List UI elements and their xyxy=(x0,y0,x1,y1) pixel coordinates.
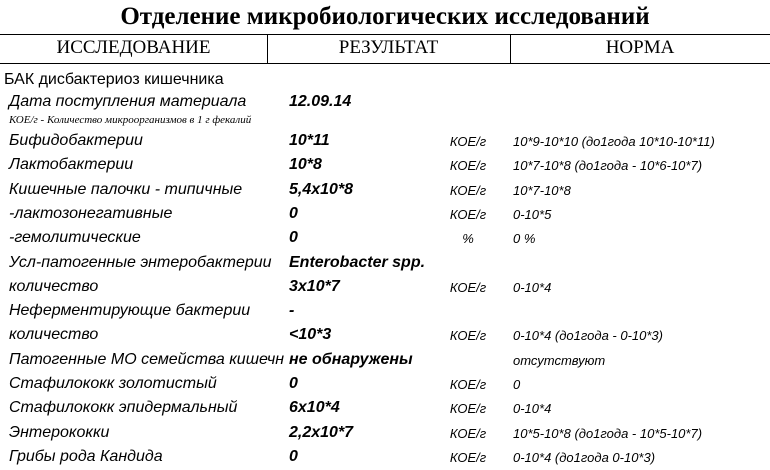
row-norm: 0-10*4 (до1года 0-10*3) xyxy=(513,449,656,465)
row-unit: КОЕ/г xyxy=(449,377,487,392)
row-norm: 10*9-10*10 (до1года 10*10-10*11) xyxy=(513,134,715,149)
row-unit: КОЕ/г xyxy=(449,328,487,344)
table-row xyxy=(0,179,770,203)
row-norm: 0-10*4 xyxy=(513,279,552,295)
row-name: количество xyxy=(9,326,99,344)
column-header-result: РЕЗУЛЬТАТ xyxy=(338,37,439,58)
table-row xyxy=(0,276,770,300)
column-header-norm: НОРМА xyxy=(605,37,675,58)
row-name: Энтерококки xyxy=(9,423,110,441)
received-date: 12.09.14 xyxy=(289,93,352,110)
row-norm: 10*7-10*8 (до1года - 10*6-10*7) xyxy=(513,158,703,174)
row-result: 3x10*7 xyxy=(289,277,340,295)
row-unit: КОЕ/г xyxy=(449,401,487,417)
row-name: Неферментирующие бактерии xyxy=(9,302,251,320)
row-norm: 0-10*4 (до1года - 0-10*3) xyxy=(513,328,663,344)
row-result: 0 xyxy=(289,229,298,247)
header-top-rule xyxy=(0,34,770,35)
row-result: 0 xyxy=(289,375,298,392)
row-result: 10*8 xyxy=(289,156,322,174)
row-unit: КОЕ/г xyxy=(449,134,487,149)
table-row xyxy=(0,324,770,348)
row-norm: 0 % xyxy=(513,231,536,247)
row-result: Enterobacter spp. xyxy=(289,253,426,271)
row-name: Усл-патогенные энтеробактерии xyxy=(9,253,272,271)
row-unit: % xyxy=(462,231,474,247)
table-row xyxy=(0,227,770,251)
row-name: количество xyxy=(9,277,99,295)
row-name: Стафилококк эпидермальный xyxy=(9,399,238,417)
row-unit: КОЕ/г xyxy=(449,158,487,174)
table-row xyxy=(0,373,770,397)
row-name: -лактозонегативные xyxy=(9,204,173,222)
row-norm: 0 xyxy=(513,377,521,392)
row-result: 6x10*4 xyxy=(289,399,340,417)
table-row xyxy=(0,203,770,227)
row-result: 2,2x10*7 xyxy=(289,423,354,441)
page-title: Отделение микробиологических исследований xyxy=(120,3,650,30)
row-result: - xyxy=(289,302,295,320)
row-result: <10*3 xyxy=(289,326,332,344)
row-norm: отсутствуют xyxy=(513,352,606,368)
row-norm: 0-10*4 xyxy=(513,401,552,417)
row-name: Грибы рода Кандида xyxy=(9,447,163,465)
section-title: БАК дисбактериоз кишечника xyxy=(4,71,224,88)
header-bottom-rule xyxy=(0,63,770,64)
row-name: Лактобактерии xyxy=(9,156,134,174)
row-norm: 10*7-10*8 xyxy=(513,182,571,198)
table-row xyxy=(0,252,770,276)
table-row xyxy=(0,349,770,373)
table-row xyxy=(0,130,770,154)
row-unit: КОЕ/г xyxy=(449,206,487,222)
row-name: Кишечные палочки - типичные xyxy=(9,180,243,198)
table-row xyxy=(0,154,770,178)
row-name: -гемолитические xyxy=(9,229,141,247)
table-row xyxy=(0,300,770,324)
row-unit: КОЕ/г xyxy=(449,425,487,441)
row-result: 10*11 xyxy=(289,132,330,149)
row-result: 0 xyxy=(289,204,298,222)
received-row xyxy=(0,91,770,115)
row-norm: 0-10*5 xyxy=(513,206,552,222)
row-result: 0 xyxy=(289,447,298,465)
unit-note: КОЕ/г - Количество микроорганизмов в 1 г фекалий xyxy=(9,114,252,126)
row-result: не обнаружены xyxy=(289,350,413,368)
received-label: Дата поступления материала xyxy=(9,93,247,110)
table-row xyxy=(0,422,770,446)
table-row xyxy=(0,397,770,421)
row-name: Патогенные МО семейства кишечн xyxy=(9,350,285,368)
row-unit: КОЕ/г xyxy=(449,182,487,198)
row-unit: КОЕ/г xyxy=(449,279,487,295)
row-result: 5,4x10*8 xyxy=(289,180,354,198)
table-row xyxy=(0,446,770,470)
column-header-study: ИССЛЕДОВАНИЕ xyxy=(56,37,211,58)
row-name: Стафилококк золотистый xyxy=(9,375,217,392)
row-name: Бифидобактерии xyxy=(9,132,143,149)
row-unit: КОЕ/г xyxy=(449,449,487,465)
row-norm: 10*5-10*8 (до1года - 10*5-10*7) xyxy=(513,425,703,441)
